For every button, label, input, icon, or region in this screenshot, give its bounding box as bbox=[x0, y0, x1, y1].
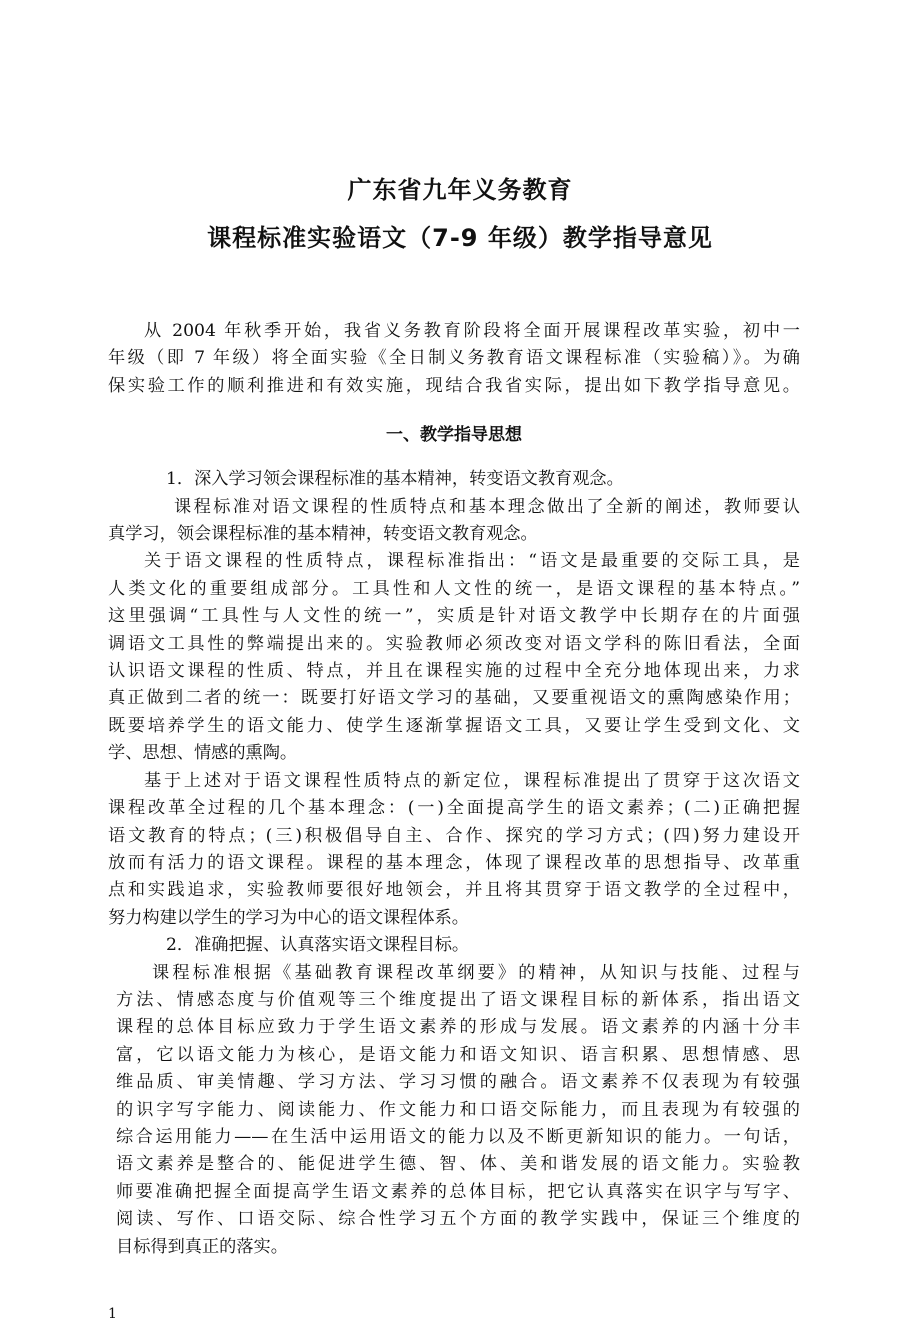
document-title-line-2: 课程标准实验语文（7-9 年级）教学指导意见 bbox=[207, 224, 713, 252]
text-line: 学、思想、情感的熏陶。 bbox=[108, 743, 298, 764]
item-2-paragraph-1 bbox=[108, 960, 800, 1261]
text-line: 点和实践追求，实验教师要很好地领会，并且将其贯穿于语文教学的全过程中， bbox=[108, 880, 800, 901]
text-line: 真正做到二者的统一：既要打好语文学习的基础，又要重视语文的熏陶感染作用； bbox=[108, 688, 800, 709]
text-line: 人类文化的重要组成部分。工具性和人文性的统一，是语文课程的基本特点。” bbox=[108, 578, 800, 599]
text-line: 语文素养是整合的、能促进学生德、智、体、美和谐发展的语文能力。实验教 bbox=[116, 1154, 800, 1175]
text-line: 阅读、写作、口语交际、综合性学习五个方面的教学实践中，保证三个维度的 bbox=[116, 1209, 800, 1230]
text-line: 这里强调“工具性与人文性的统一”，实质是针对语文教学中长期存在的片面强 bbox=[108, 606, 800, 627]
text-line: 富，它以语文能力为核心，是语文能力和语文知识、语言积累、思想情感、思 bbox=[116, 1044, 800, 1065]
text-line: 关于语文课程的性质特点，课程标准指出：“语文是最重要的交际工具，是 bbox=[144, 551, 800, 572]
text-line: 既要培养学生的语文能力、使学生逐渐掌握语文工具，又要让学生受到文化、文 bbox=[108, 715, 800, 736]
page-number-text: 1 bbox=[108, 1306, 117, 1322]
text-line: 保实验工作的顺利推进和有效实施，现结合我省实际，提出如下教学指导意见。 bbox=[108, 375, 800, 396]
text-line: 调语文工具性的弊端提出来的。实验教师必须改变对语文学科的陈旧看法，全面 bbox=[108, 633, 800, 654]
text-line: 课程的总体目标应致力于学生语文素养的形成与发展。语文素养的内涵十分丰 bbox=[116, 1017, 800, 1038]
item-1-paragraph-2 bbox=[108, 548, 800, 767]
intro-paragraph bbox=[108, 318, 800, 400]
text-line: 年级（即 7 年级）将全面实验《全日制义务教育语文课程标准（实验稿）》。为确 bbox=[108, 348, 800, 369]
text-line: 课程改革全过程的几个基本理念：(一)全面提高学生的语文素养；(二)正确把握 bbox=[108, 798, 800, 819]
text-line: 认识语文课程的性质、特点，并且在课程实施的过程中全充分地体现出来，力求 bbox=[108, 661, 800, 682]
text-line: 目标得到真正的落实。 bbox=[116, 1236, 288, 1257]
item-2-heading: 2．准确把握、认真落实语文课程目标。 bbox=[166, 935, 470, 956]
text-line: 师要准确把握全面提高学生语文素养的总体目标，把它认真落实在识字与写字、 bbox=[116, 1181, 800, 1202]
text-line: 维品质、审美情趣、学习方法、学习习惯的融合。语文素养不仅表现为有较强 bbox=[116, 1072, 800, 1093]
text-line: 放而有活力的语文课程。课程的基本理念，体现了课程改革的思想指导、改革重 bbox=[108, 852, 800, 873]
text-line: 基于上述对于语文课程性质特点的新定位，课程标准提出了贯穿于这次语文 bbox=[144, 770, 800, 791]
text-line: 方法、情感态度与价值观等三个维度提出了语文课程目标的新体系，指出语文 bbox=[116, 989, 800, 1010]
item-1-paragraph-1 bbox=[108, 494, 800, 549]
text-line: 课程标准根据《基础教育课程改革纲要》的精神，从知识与技能、过程与 bbox=[152, 962, 800, 983]
section-heading: 一、教学指导思想 bbox=[386, 425, 522, 446]
item-1-heading: 1．深入学习领会课程标准的基本精神，转变语文教育观念。 bbox=[166, 469, 624, 490]
text-line: 努力构建以学生的学习为中心的语文课程体系。 bbox=[108, 907, 469, 928]
text-line: 的识字写字能力、阅读能力、作文能力和口语交际能力，而且表现为有较强的 bbox=[116, 1099, 800, 1120]
item-1-paragraph-3 bbox=[108, 768, 800, 932]
text-line: 综合运用能力——在生活中运用语文的能力以及不断更新知识的能力。一句话， bbox=[116, 1126, 800, 1147]
text-line: 真学习，领会课程标准的基本精神，转变语文教育观念。 bbox=[108, 524, 538, 545]
document-title-line-1: 广东省九年义务教育 bbox=[347, 176, 573, 204]
text-line: 语文教育的特点；(三)积极倡导自主、合作、探究的学习方式；(四)努力建设开 bbox=[108, 825, 800, 846]
document-body bbox=[108, 318, 800, 1328]
text-line: 课程标准对语文课程的性质特点和基本理念做出了全新的阐述，教师要认 bbox=[174, 496, 800, 517]
page-number bbox=[108, 1261, 800, 1328]
text-line: 从 2004 年秋季开始，我省义务教育阶段将全面开展课程改革实验，初中一 bbox=[144, 321, 800, 341]
